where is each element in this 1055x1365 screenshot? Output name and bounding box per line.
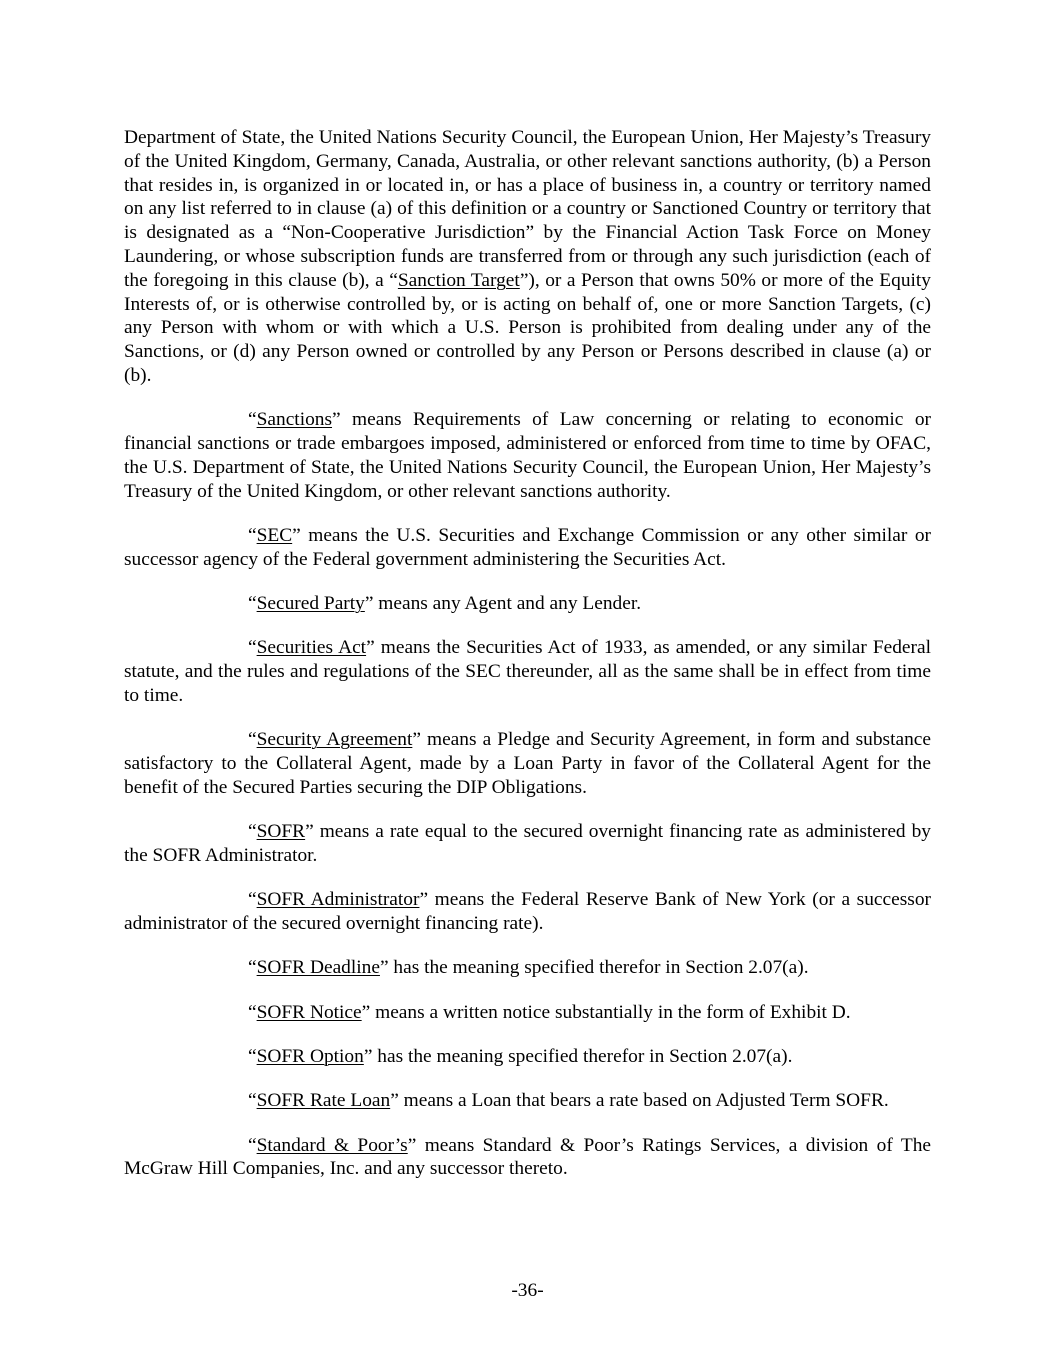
definition-text: ” means the Securities Act of 1933, as amended, or any similar Federal statute, and the rules and regulations of the SEC thereunder, all as the same shall be in effect from time to time. [124, 637, 931, 706]
definition-text: ” means a rate equal to the secured overnight financing rate as administered by the SOFR Administrator. [124, 821, 931, 866]
definition-paragraph [124, 820, 931, 868]
open-quote: “ [248, 957, 257, 979]
open-quote: “ [248, 593, 257, 615]
document-body [124, 126, 931, 1202]
definition-paragraph [124, 592, 931, 616]
definition-paragraph [124, 888, 931, 936]
definition-paragraph [124, 408, 931, 503]
definition-text: ” means a Pledge and Security Agreement, in form and substance satisfactory to the Collateral Agent, made by a Loan Party in favor of the Collateral Agent for the benefit of the Secured Parties securing the DIP Obligations. [124, 729, 931, 798]
defined-term: Sanction Target [397, 269, 520, 291]
defined-term: SOFR [256, 821, 306, 843]
defined-term: Standard & Poor’s [256, 1134, 408, 1156]
definition-text: ” means the Federal Reserve Bank of New York (or a successor administrator of the secured overnight financing rate). [124, 889, 931, 935]
definition-paragraph [124, 1134, 931, 1182]
open-quote: “ [248, 409, 257, 431]
open-quote: “ [248, 1134, 257, 1156]
definition-text: ” means Requirements of Law concerning or relating to economic or financial sanctions or trade embargoes imposed, administered or enforced from time to time by OFAC, the U.S. Department of State, the United Nations Security Council, the European Union, Her Majesty’s Treasury of the United Kingdom, or other relevant sanctions authority. [124, 409, 931, 502]
paragraph-text: ”), or a Person that owns 50% or more of the Equity Interests of, or is otherwise controlled by, or is acting on behalf of, one or more Sanction Targets, (c) any Person with whom or with which a U.S. Person is prohibited from dealing under any of the Sanctions, or (d) any Person owned or controlled by any Person or Persons described in clause (a) or (b). [124, 269, 932, 386]
definition-text: ” means a written notice substantially in the form of Exhibit D. [361, 1001, 851, 1023]
defined-term: Security Agreement [256, 729, 413, 751]
paragraph-text: Department of State, the United Nations Security Council, the European Union, Her Majesty’s Treasury of the United Kingdom, Germany, Canada, Australia, or other relevant sanctions authority, (b) a Person that resides in, is organized in or located in, or has a place of business in, a country or territory named on any list referred to in clause (a) of this definition or a country or Sanctioned Country or territory that is designated as a “Non-Cooperative Jurisdiction” by the Financial Action Task Force on Money Laundering, or whose subscription funds are transferred from or through any such jurisdiction (each of the foregoing in this clause (b), a “ [124, 127, 931, 291]
defined-term: Sanctions [256, 409, 333, 431]
defined-term: SEC [256, 524, 293, 546]
definition-paragraph [124, 524, 931, 572]
defined-term: SOFR Notice [256, 1001, 362, 1023]
definition-paragraph [124, 956, 931, 980]
definition-paragraph [124, 1001, 931, 1025]
open-quote: “ [248, 729, 257, 751]
definition-text: ” means the U.S. Securities and Exchange Commission or any other similar or successor agency of the Federal government administering the Securities Act. [124, 524, 931, 570]
definitions-list [124, 408, 931, 1181]
defined-term: SOFR Administrator [256, 889, 420, 911]
definition-paragraph [124, 1089, 931, 1113]
defined-term: Securities Act [256, 637, 367, 659]
definition-text: ” has the meaning specified therefor in Section 2.07(a). [379, 957, 809, 979]
open-quote: “ [248, 821, 257, 843]
definition-text: ” means a Loan that bears a rate based on Adjusted Term SOFR. [390, 1090, 889, 1112]
definition-paragraph [124, 636, 931, 707]
defined-term: Secured Party [256, 593, 365, 615]
open-quote: “ [248, 637, 257, 659]
open-quote: “ [248, 1045, 257, 1067]
defined-term: SOFR Rate Loan [256, 1090, 391, 1112]
open-quote: “ [248, 889, 257, 911]
open-quote: “ [248, 1090, 257, 1112]
definition-text: ” means any Agent and any Lender. [364, 593, 642, 615]
definition-text: ” has the meaning specified therefor in Section 2.07(a). [363, 1045, 793, 1067]
definition-paragraph [124, 1045, 931, 1069]
open-quote: “ [248, 524, 257, 546]
defined-term: SOFR Deadline [256, 957, 380, 979]
open-quote: “ [248, 1001, 257, 1023]
defined-term: SOFR Option [256, 1045, 364, 1067]
definition-paragraph [124, 728, 931, 799]
page-number: -36- [511, 1280, 544, 1301]
continuation-paragraph [124, 126, 931, 388]
definition-text: ” means Standard & Poor’s Ratings Services, a division of The McGraw Hill Companies, Inc. and any successor thereto. [124, 1134, 932, 1180]
